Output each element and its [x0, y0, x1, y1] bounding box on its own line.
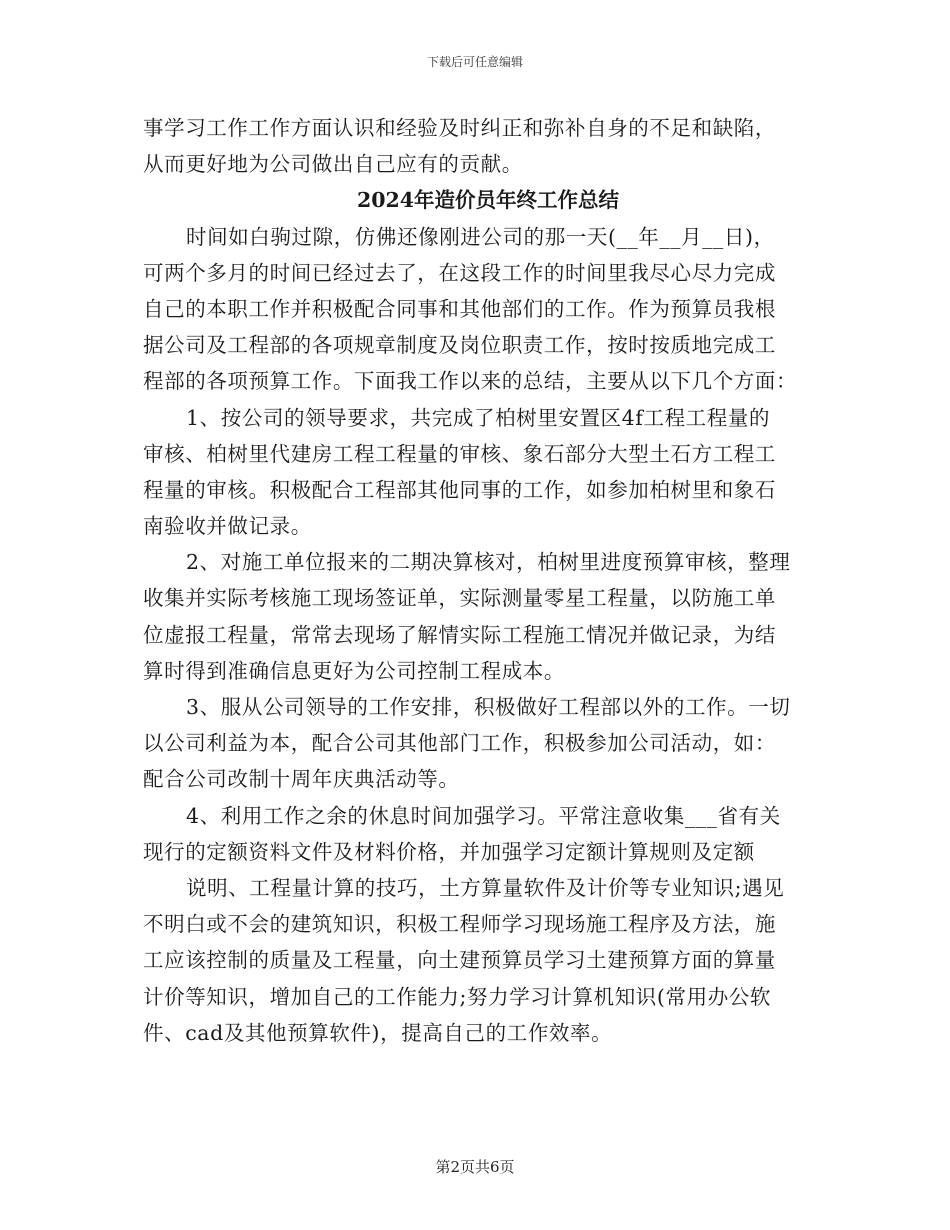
body-line: 位虚报工程量，常常去现场了解情实际工程施工情况并做记录，为结	[143, 622, 776, 647]
body-line: 说明、工程量计算的技巧，土方算量软件及计价等专业知识;遇见	[186, 875, 785, 900]
page-header: 下载后可任意编辑	[426, 55, 523, 69]
body-line: 2、对施工单位报来的二期决算核对，柏树里进度预算审核，整理	[186, 550, 791, 575]
body-line: 件、cad及其他预算软件)，提高自己的工作效率。	[143, 1020, 613, 1045]
body-line: 据公司及工程部的各项规章制度及岗位职责工作，按时按质地完成工	[143, 333, 776, 358]
document-body	[143, 110, 813, 1051]
body-line: 1、按公司的领导要求，共完成了柏树里安置区4f工程工程量的	[186, 405, 771, 430]
body-line: 审核、柏树里代建房工程工程量的审核、象石部分大型土石方工程工	[143, 441, 776, 466]
body-line: 时间如白驹过隙，仿佛还像刚进公司的那一天(__年__月__日)，	[186, 224, 775, 249]
body-line: 4、利用工作之余的休息时间加强学习。平常注意收集___省有关	[186, 803, 781, 828]
body-line: 程部的各项预算工作。下面我工作以来的总结，主要从以下几个方面：	[143, 369, 798, 394]
page-footer: 第2页共6页	[435, 1158, 515, 1176]
body-line: 现行的定额资料文件及材料价格，并加强学习定额计算规则及定额	[143, 839, 755, 864]
body-line: 配合公司改制十周年庆典活动等。	[143, 767, 460, 792]
body-line: 南验收并做记录。	[143, 514, 312, 539]
body-line: 计价等知识，增加自己的工作能力;努力学习计算机知识(常用办公软	[143, 984, 772, 1009]
body-line: 自己的本职工作并积极配合同事和其他部们的工作。作为预算员我根	[143, 296, 776, 321]
body-line: 收集并实际考核施工现场签证单，实际测量零星工程量，以防施工单	[143, 586, 776, 611]
body-line: 算时得到准确信息更好为公司控制工程成本。	[143, 658, 565, 683]
body-line: 事学习工作工作方面认识和经验及时纠正和弥补自身的不足和缺陷，	[143, 116, 776, 140]
body-line: 工应该控制的质量及工程量，向土建预算员学习土建预算方面的算量	[143, 948, 776, 973]
body-line: 3、服从公司领导的工作安排，积极做好工程部以外的工作。一切	[186, 695, 791, 719]
section-title: 2024年造价员年终工作总结	[356, 188, 620, 213]
body-line: 程量的审核。积极配合工程部其他同事的工作，如参加柏树里和象石	[143, 477, 776, 502]
body-line: 从而更好地为公司做出自己应有的贡献。	[143, 152, 523, 177]
body-line: 可两个多月的时间已经过去了，在这段工作的时间里我尽心尽力完成	[143, 260, 776, 285]
body-line: 以公司利益为本，配合公司其他部门工作，积极参加公司活动，如：	[143, 731, 776, 756]
body-line: 不明白或不会的建筑知识，积极工程师学习现场施工程序及方法，施	[143, 912, 776, 937]
